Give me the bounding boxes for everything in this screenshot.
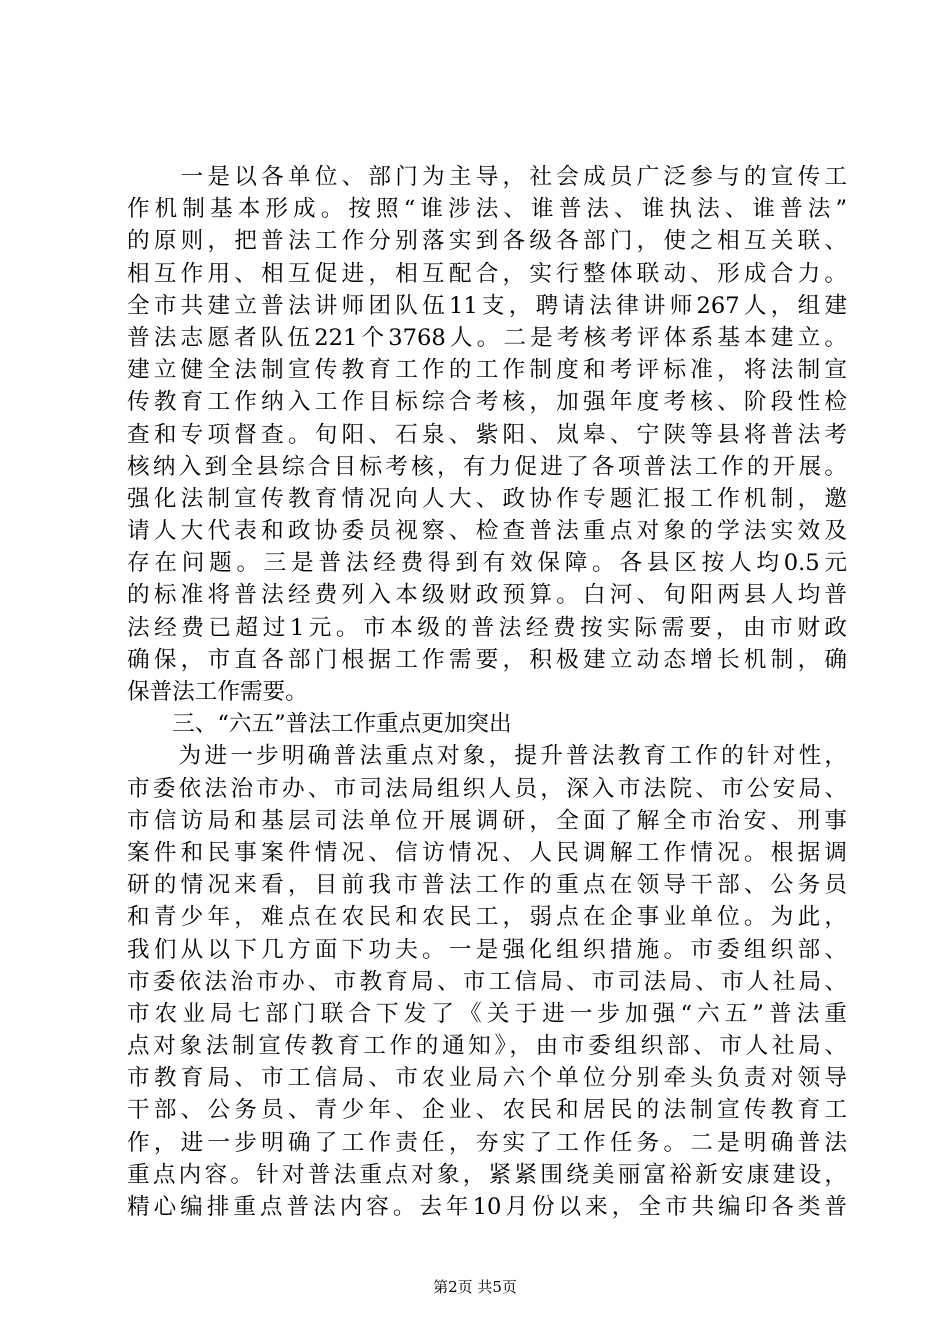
text-line: 一是以各单位、部门为主导，社会成员广泛参与的宣传工 bbox=[127, 164, 847, 190]
text-line: 和青少年，难点在农民和农民工，弱点在企事业单位。为此， bbox=[127, 904, 847, 931]
text-line: 点对象法制宣传教育工作的通知》，由市委组织部、市人社局、 bbox=[127, 1033, 847, 1060]
text-line: 确保，市直各部门根据工作需要，积极建立动态增长机制，确 bbox=[127, 646, 847, 673]
text-line: 的标准将普法经费列入本级财政预算。白河、旬阳两县人均普 bbox=[127, 582, 847, 609]
text-line: 市教育局、市工信局、市农业局六个单位分别牵头负责对领导 bbox=[127, 1065, 847, 1092]
text-line: 传教育工作纳入工作目标综合考核，加强年度考核、阶段性检 bbox=[127, 389, 847, 416]
text-line: 保普法工作需要。 bbox=[127, 679, 308, 705]
text-line: 的原则，把普法工作分别落实到各级各部门，使之相互关联、 bbox=[127, 228, 847, 255]
text-line: 研的情况来看，目前我市普法工作的重点在领导干部、公务员 bbox=[127, 872, 847, 899]
text-line: 干部、公务员、青少年、企业、农民和居民的法制宣传教育工 bbox=[127, 1097, 847, 1124]
text-line: 查和专项督查。旬阳、石泉、紫阳、岚皋、宁陕等县将普法考 bbox=[127, 421, 847, 448]
text-line: 市委依法治市办、市教育局、市工信局、市司法局、市人社局、 bbox=[127, 968, 847, 995]
text-line: 为进一步明确普法重点对象，提升普法教育工作的针对性， bbox=[127, 743, 847, 770]
page-footer: 第2页 共5页 bbox=[433, 1278, 517, 1296]
text-line: 建立健全法制宣传教育工作的工作制度和考评标准，将法制宣 bbox=[127, 357, 847, 384]
text-line: 强化法制宣传教育情况向人大、政协作专题汇报工作机制，邀 bbox=[127, 485, 847, 512]
text-line: 作，进一步明确了工作责任，夯实了工作任务。二是明确普法 bbox=[127, 1129, 847, 1156]
text-line: 市信访局和基层司法单位开展调研，全面了解全市治安、刑事 bbox=[127, 807, 847, 834]
text-line: 相互作用、相互促进，相互配合，实行整体联动、形成合力。 bbox=[127, 260, 847, 287]
text-line: 普法志愿者队伍221个3768人。二是考核考评体系基本建立。 bbox=[127, 324, 847, 351]
text-line: 市委依法治市办、市司法局组织人员，深入市法院、市公安局、 bbox=[127, 775, 847, 802]
text-line: 全市共建立普法讲师团队伍11支，聘请法律讲师267人，组建 bbox=[127, 292, 847, 319]
text-line: 作机制基本形成。按照“谁涉法、谁普法、谁执法、谁普法” bbox=[127, 196, 847, 223]
text-line: 我们从以下几方面下功夫。一是强化组织措施。市委组织部、 bbox=[127, 936, 847, 963]
text-line: 法经费已超过1元。市本级的普法经费按实际需要，由市财政 bbox=[127, 614, 847, 641]
text-line: 请人大代表和政协委员视察、检查普法重点对象的学法实效及 bbox=[127, 518, 847, 545]
text-line: 三、“六五”普法工作重点更加突出 bbox=[127, 711, 512, 738]
text-line: 市农业局七部门联合下发了《关于进一步加强“六五”普法重 bbox=[127, 1000, 847, 1027]
text-line: 精心编排重点普法内容。去年10月份以来，全市共编印各类普 bbox=[127, 1194, 847, 1220]
text-line: 重点内容。针对普法重点对象，紧紧围绕美丽富裕新安康建设， bbox=[127, 1161, 847, 1188]
text-line: 核纳入到全县综合目标考核，有力促进了各项普法工作的开展。 bbox=[127, 453, 847, 480]
text-line: 存在问题。三是普法经费得到有效保障。各县区按人均0.5元 bbox=[127, 550, 847, 577]
text-line: 案件和民事案件情况、信访情况、人民调解工作情况。根据调 bbox=[127, 839, 847, 866]
body-text bbox=[127, 161, 847, 1223]
